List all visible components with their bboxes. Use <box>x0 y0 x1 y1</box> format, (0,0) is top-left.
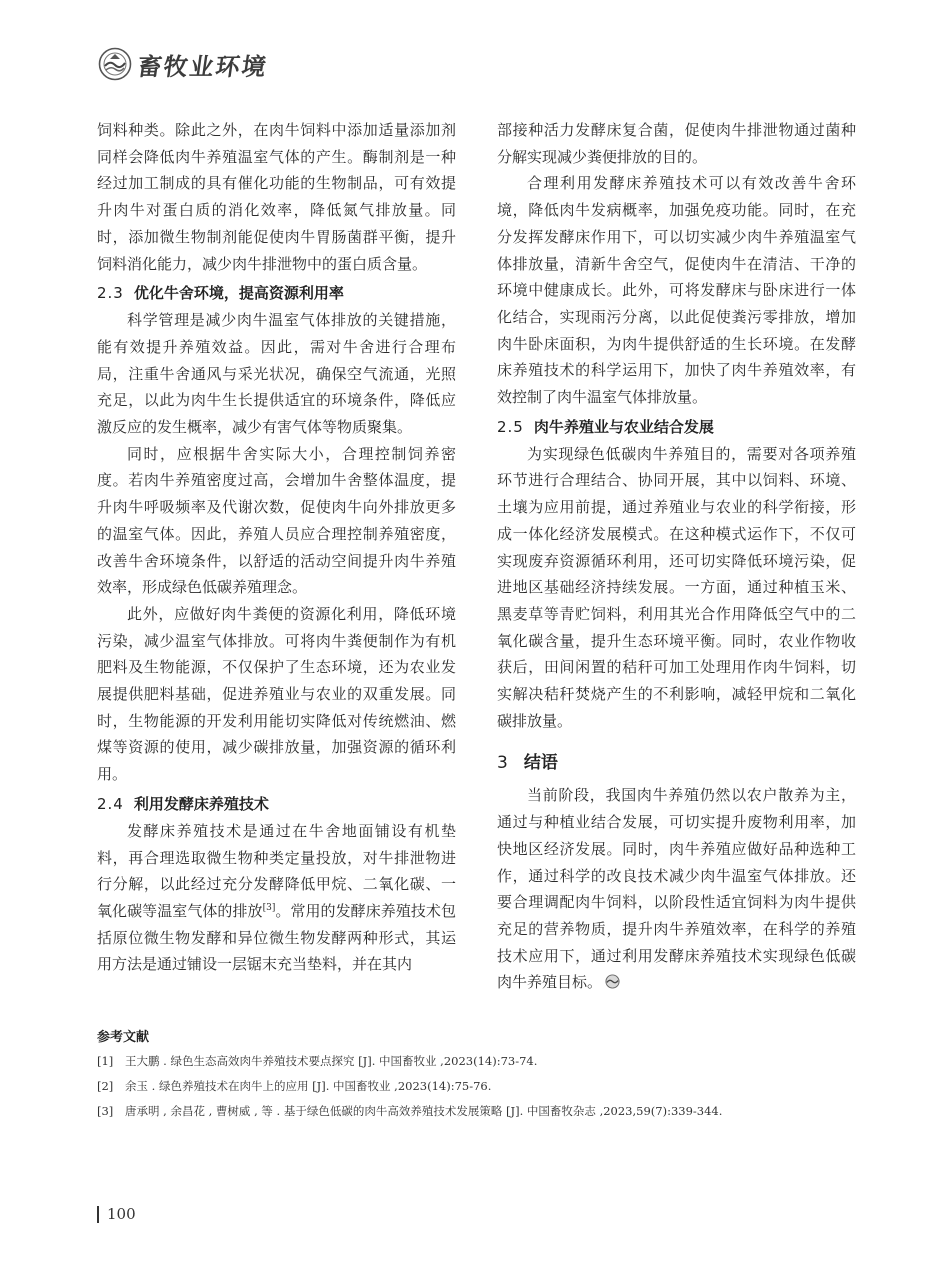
reference-item <box>97 1078 857 1094</box>
paragraph: 饲料种类。除此之外，在肉牛饲料中添加适量添加剂同样会降低肉牛养殖温室气体的产生。酶制剂是一种经过加工制成的具有催化功能的生物制品，可有效提升肉牛对蛋白质的消化效率，降低氮气排放量。同时，添加微生物制剂能促使肉牛胃肠菌群平衡，提升饲料消化能力，减少肉牛排泄物中的蛋白质含量。 <box>97 121 456 273</box>
section-heading-2-3 <box>97 281 456 305</box>
page-footer <box>97 1205 136 1223</box>
reference-text: 王大鹏 . 绿色生态高效肉牛养殖技术要点探究 [J]. 中国畜牧业 ,2023(14):73-74. <box>125 1054 538 1068</box>
paragraph-text: 。常用的发酵床养殖技术包括原位微生物发酵和异位微生物发酵两种形式，其运用方法是通过铺设一层锯末充当垫料，并在其内 <box>97 901 456 974</box>
page-number: 100 <box>107 1205 136 1223</box>
paragraph: 此外，应做好肉牛粪便的资源化利用，降低环境污染，减少温室气体排放。可将肉牛粪便制作为有机肥料及生物能源，不仅保护了生态环境，还为农业发展提供肥料基础，促进养殖业与农业的双重发展。同时，生物能源的开发利用能切实降低对传统燃油、燃煤等资源的使用，减少碳排放量，加强资源的循环利用。 <box>97 604 456 784</box>
references-title: 参考文献 <box>97 1030 150 1045</box>
paragraph: 科学管理是减少肉牛温室气体排放的关键措施，能有效提升养殖效益。因此，需对牛舍进行合理布局，注重牛舍通风与采光状况，确保空气流通，光照充足，以此为肉牛生长提供适宜的环境条件，降低应激反应的发生概率，减少有害气体等物质聚集。 <box>97 311 456 437</box>
citation-marker: [3] <box>262 902 276 913</box>
journal-logo-icon <box>98 47 132 81</box>
section-heading-2-5 <box>497 415 856 439</box>
reference-number: [1] <box>97 1054 114 1068</box>
paragraph: 为实现绿色低碳肉牛养殖目的，需要对各项养殖环节进行合理结合、协同开展，其中以饲料、环境、土壤为应用前提，通过养殖业与农业的科学衔接，形成一体化经济发展模式。在这种模式运作下，不仅可实现废弃资源循环利用，还可切实降低环境污染，促进地区基础经济持续发展。一方面，通过种植玉米、黑麦草等青贮饲料，利用其光合作用降低空气中的二氧化碳含量，提升生态环境平衡。同时，农业作物收获后，田间闲置的秸秆可加工处理用作肉牛饲料，切实解决秸秆焚烧产生的不利影响，减轻甲烷和二氧化碳排放量。 <box>497 444 856 730</box>
reference-number: [2] <box>97 1079 114 1093</box>
reference-item <box>97 1103 857 1119</box>
reference-number: [3] <box>97 1104 114 1118</box>
paragraph: 部接种活力发酵床复合菌，促使肉牛排泄物通过菌种分解实现减少粪便排放的目的。 <box>497 121 856 166</box>
section-title: 优化牛舍环境，提高资源利用率 <box>133 284 344 303</box>
paragraph <box>497 782 856 996</box>
paragraph <box>97 818 456 978</box>
paragraph: 合理利用发酵床养殖技术可以有效改善牛舍环境，降低肉牛发病概率，加强免疫功能。同时，在充分发挥发酵床作用下，可以切实减少肉牛养殖温室气体排放量，清新牛舍空气，促使肉牛在清洁、干净的环境中健康成长。此外，可将发酵床与卧床进行一体化结合，实现雨污分离，以此促使粪污零排放，增加肉牛卧床面积，为肉牛提供舒适的生长环境。在发酵床养殖技术的科学运用下，加快了肉牛养殖效率，有效控制了肉牛温室气体排放量。 <box>497 174 856 407</box>
journal-header <box>98 44 268 84</box>
paragraph-text: 发酵床养殖技术是通过在牛舍地面铺设有机垫料，再合理选取微生物种类定量投放，对牛排泄物进行分解，以此经过充分发酵降低甲烷、二氧化碳、一氧化碳等温室气体的排放 <box>97 821 456 920</box>
footer-divider <box>97 1206 99 1223</box>
section-heading-2-4 <box>97 792 456 816</box>
right-column <box>497 117 856 996</box>
article-end-icon <box>605 974 620 989</box>
reference-text: 余玉 . 绿色养殖技术在肉牛上的应用 [J]. 中国畜牧业 ,2023(14):75-76. <box>125 1079 492 1093</box>
reference-text: 唐承明 , 余昌花 , 曹树威 , 等 . 基于绿色低碳的肉牛高效养殖技术发展策略 [J]. 中国畜牧杂志 ,2023,59(7):339-344. <box>125 1104 723 1118</box>
section-title: 肉牛养殖业与农业结合发展 <box>533 417 714 436</box>
section-title: 利用发酵床养殖技术 <box>133 794 269 813</box>
section-title: 结语 <box>523 753 558 774</box>
left-column <box>97 117 456 978</box>
paragraph: 同时，应根据牛舍实际大小，合理控制饲养密度。若肉牛养殖密度过高，会增加牛舍整体温度，提升肉牛呼吸频率及代谢次数，促使肉牛向外排放更多的温室气体。因此，养殖人员应合理控制养殖密度，改善牛舍环境条件，以舒适的活动空间提升肉牛养殖效率，形成绿色低碳养殖理念。 <box>97 444 456 597</box>
section-number: 2.3 <box>97 284 124 303</box>
references-section <box>97 1026 857 1128</box>
journal-name: 畜牧业环境 <box>135 51 270 81</box>
section-number: 2.5 <box>497 417 524 436</box>
section-number: 2.4 <box>97 794 124 813</box>
paragraph-text: 当前阶段，我国肉牛养殖仍然以农户散养为主，通过与种植业结合发展，可切实提升废物利用率，加快地区经济发展。同时，肉牛养殖应做好品种选种工作，通过科学的改良技术减少肉牛温室气体排放。还要合理调配肉牛饲料，以阶段性适宜饲料为肉牛提供充足的营养物质，提升肉牛养殖效率，在科学的养殖技术应用下，通过利用发酵床养殖技术实现绿色低碳肉牛养殖目标。 <box>497 786 856 992</box>
reference-item <box>97 1053 857 1069</box>
section-number: 3 <box>497 753 508 774</box>
section-heading-3 <box>497 750 856 776</box>
